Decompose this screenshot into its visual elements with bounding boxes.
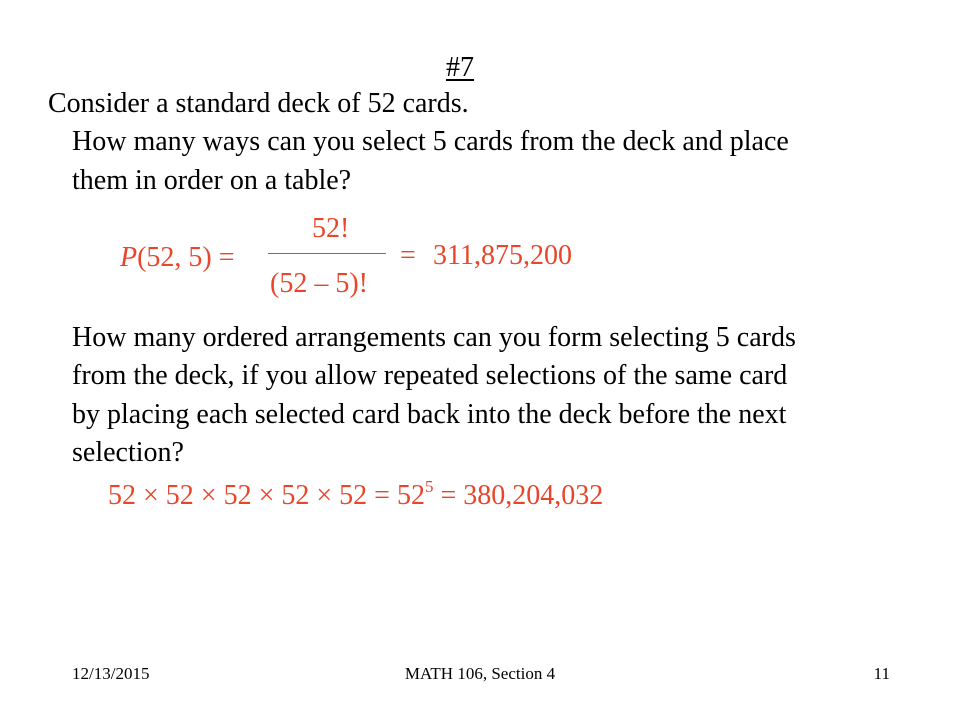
question-2-line-2: from the deck, if you allow repeated selections of the same card: [72, 360, 788, 391]
question-2-line-4: selection?: [72, 437, 184, 468]
fraction-denominator: (52 – 5)!: [270, 268, 368, 299]
footer-date: 12/13/2015: [72, 664, 150, 683]
intro-text: Consider a standard deck of 52 cards.: [48, 88, 469, 119]
question-1-line-2: them in order on a table?: [72, 165, 352, 196]
question-2-line-3: by placing each selected card back into the deck before the next: [72, 399, 787, 430]
permutation-function-name: P: [120, 242, 138, 273]
repetition-result: = 380,204,032: [440, 480, 604, 511]
footer-page-number: 11: [873, 664, 890, 683]
power-exponent: 5: [424, 477, 434, 496]
slide-title: #7: [446, 52, 474, 83]
repetition-formula: [108, 477, 604, 512]
permutation-equals: =: [400, 240, 416, 271]
fraction-numerator: 52!: [312, 213, 350, 244]
fraction-bar: [268, 253, 386, 254]
permutation-args: (52, 5) =: [137, 242, 235, 273]
repetition-product: 52 × 52 × 52 × 52 × 52 =: [108, 480, 390, 511]
permutation-lhs: [120, 242, 235, 274]
footer-course: MATH 106, Section 4: [404, 664, 556, 683]
question-2-line-1: How many ordered arrangements can you form selecting 5 cards: [72, 322, 796, 353]
question-1-line-1: How many ways can you select 5 cards from the deck and place: [72, 126, 789, 157]
power-base: 52: [396, 480, 425, 511]
permutation-result: 311,875,200: [433, 240, 572, 271]
